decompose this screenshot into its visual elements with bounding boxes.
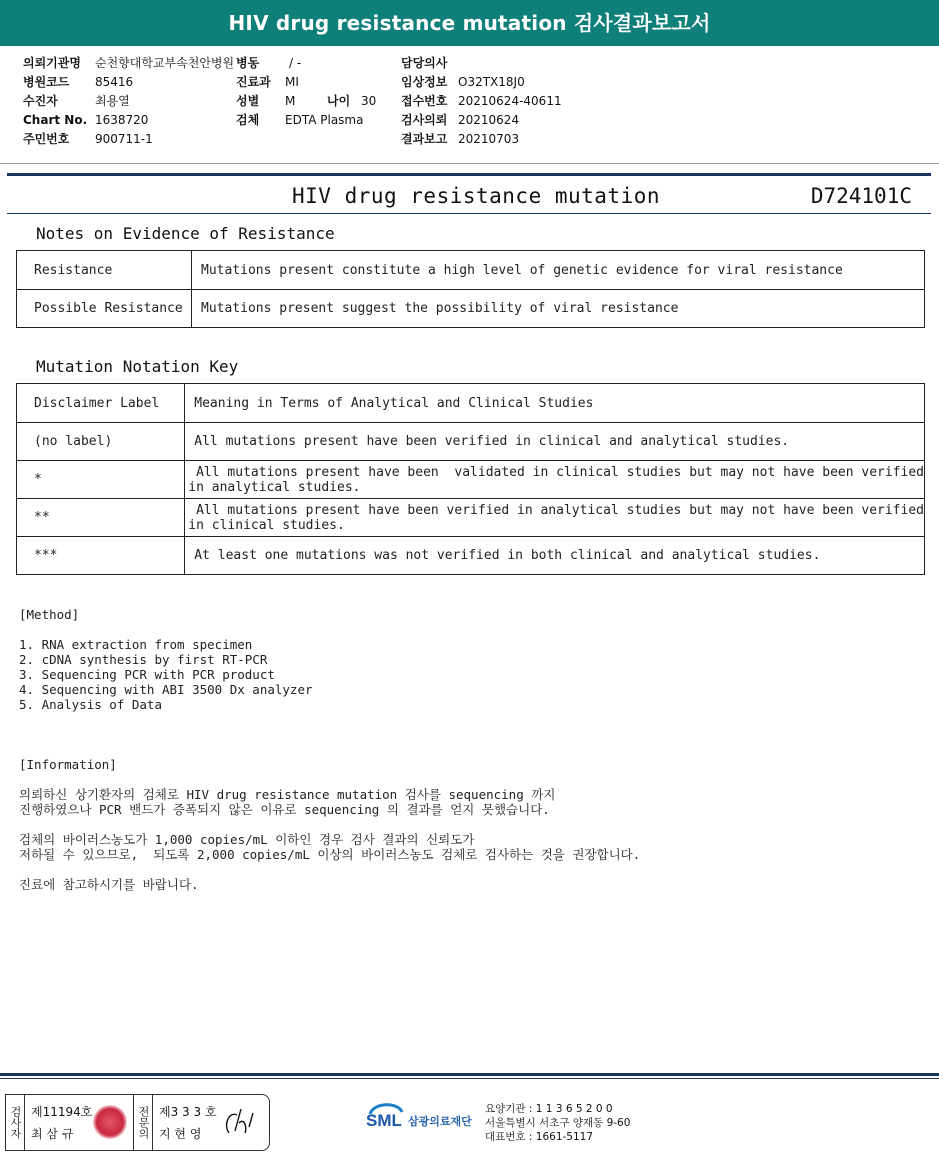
- table-cell: Mutations present suggest the possibility of viral resistance: [192, 290, 925, 328]
- table-cell: *: [17, 461, 185, 499]
- info-row-ward: 병동 / -: [236, 56, 302, 70]
- signature-icon: [219, 1103, 259, 1143]
- info-row-request-date: 검사의뢰 20210624: [401, 113, 520, 127]
- information-title: [Information]: [19, 757, 117, 772]
- notation-key-table: [16, 383, 925, 575]
- table-row: [17, 251, 925, 290]
- divider: [7, 213, 931, 214]
- seal-icon: [93, 1105, 127, 1139]
- divider: [0, 163, 939, 164]
- info-row-specimen: 검체 EDTA Plasma: [236, 113, 364, 127]
- table-row: [17, 461, 925, 499]
- footer-divider: [0, 1078, 939, 1079]
- info-row-dept: 진료과 MI: [236, 75, 299, 89]
- test-code: D724101C: [810, 184, 912, 208]
- table-cell: Mutations present constitute a high level of genetic evidence for viral resistance: [192, 251, 925, 290]
- info-row-report-date: 결과보고 20210703: [401, 132, 520, 146]
- table-row: [17, 537, 925, 575]
- table-cell: ***: [17, 537, 185, 575]
- table-row: [17, 384, 925, 423]
- info-row-sex-age: 성별 M 나이 30: [236, 94, 377, 108]
- information-paragraph: 검체의 바이러스농도가 1,000 copies/mL 이하인 경우 검사 결과의 신뢰도가 저하될 수 있으므로, 되도록 2,000 copies/mL 이상의 바이러스농도 검체로 검사하는 것을 권장합니다.: [19, 832, 641, 862]
- table-cell: All mutations present have been validated in clinical studies but may not have been verified in analytical studies.: [185, 461, 925, 499]
- info-row-patient-name: 수진자 최용열: [23, 94, 130, 108]
- footer-divider: [0, 1073, 939, 1076]
- table-row: [17, 423, 925, 461]
- test-title: HIV drug resistance mutation: [292, 184, 661, 208]
- table-cell: Possible Resistance: [17, 290, 192, 328]
- logo-text: SML: [366, 1111, 402, 1130]
- method-title: [Method]: [19, 607, 80, 622]
- info-row-accession-no: 접수번호 20210624-40611: [401, 94, 562, 108]
- examiner-label: 검사자: [6, 1095, 25, 1150]
- table-cell: Meaning in Terms of Analytical and Clinical Studies: [185, 384, 925, 423]
- examiner-info: 제11194호 최 삼 규: [31, 1105, 93, 1141]
- sml-logo: [366, 1100, 472, 1130]
- specialist-info: 제3 3 3 호 지 현 영: [159, 1105, 217, 1141]
- table-cell: All mutations present have been verified in analytical studies but may not have been verified in clinical studies.: [185, 499, 925, 537]
- signature-box: [5, 1094, 270, 1151]
- info-row-resident-no: 주민번호 900711-1: [23, 132, 153, 146]
- report-title-banner: [0, 0, 939, 46]
- table-cell: **: [17, 499, 185, 537]
- divider: [7, 173, 931, 176]
- info-row-clinical-info: 임상정보 O32TX18J0: [401, 75, 525, 89]
- table-cell: Resistance: [17, 251, 192, 290]
- info-row-doctor: 담당의사: [401, 56, 448, 70]
- key-section-title: Mutation Notation Key: [36, 357, 239, 376]
- table-row: [17, 499, 925, 537]
- contact-info: 요양기관 : 1 1 3 6 5 2 0 0 서울특별시 서초구 양재동 9-60 대표번호 : 1661-5117: [485, 1103, 631, 1143]
- table-cell: At least one mutations was not verified in both clinical and analytical studies.: [185, 537, 925, 575]
- org-name: 삼광의료재단: [408, 1115, 472, 1128]
- info-row-chart-no: Chart No. 1638720: [23, 113, 149, 127]
- patient-info-right: [401, 54, 562, 149]
- method-steps: 1. RNA extraction from specimen 2. cDNA synthesis by first RT-PCR 3. Sequencing PCR with PCR product 4. Sequencing with ABI 3500 Dx analyzer 5. Analysis of Data: [19, 637, 313, 712]
- patient-info-middle: [236, 54, 376, 130]
- information-paragraph: 진료에 참고하시기를 바랍니다.: [19, 877, 199, 892]
- information-paragraph: 의뢰하신 상기환자의 검체로 HIV drug resistance mutation 검사를 sequencing 까지 진행하였으나 PCR 밴드가 증폭되지 않은 이유로 sequencing 의 결과를 얻지 못했습니다.: [19, 787, 556, 817]
- table-cell: Disclaimer Label: [17, 384, 185, 423]
- notes-section-title: Notes on Evidence of Resistance: [36, 224, 335, 243]
- table-cell: (no label): [17, 423, 185, 461]
- specialist-label: 전문의: [133, 1095, 153, 1150]
- table-row: [17, 290, 925, 328]
- table-cell: All mutations present have been verified in clinical and analytical studies.: [185, 423, 925, 461]
- notes-table: [16, 250, 925, 328]
- patient-info-left: [23, 54, 234, 149]
- info-row-hospital-code: 병원코드 85416: [23, 75, 134, 89]
- info-row-institution: 의뢰기관명 순천향대학교부속천안병원: [23, 56, 235, 70]
- report-title: HIV drug resistance mutation 검사결과보고서: [228, 11, 711, 35]
